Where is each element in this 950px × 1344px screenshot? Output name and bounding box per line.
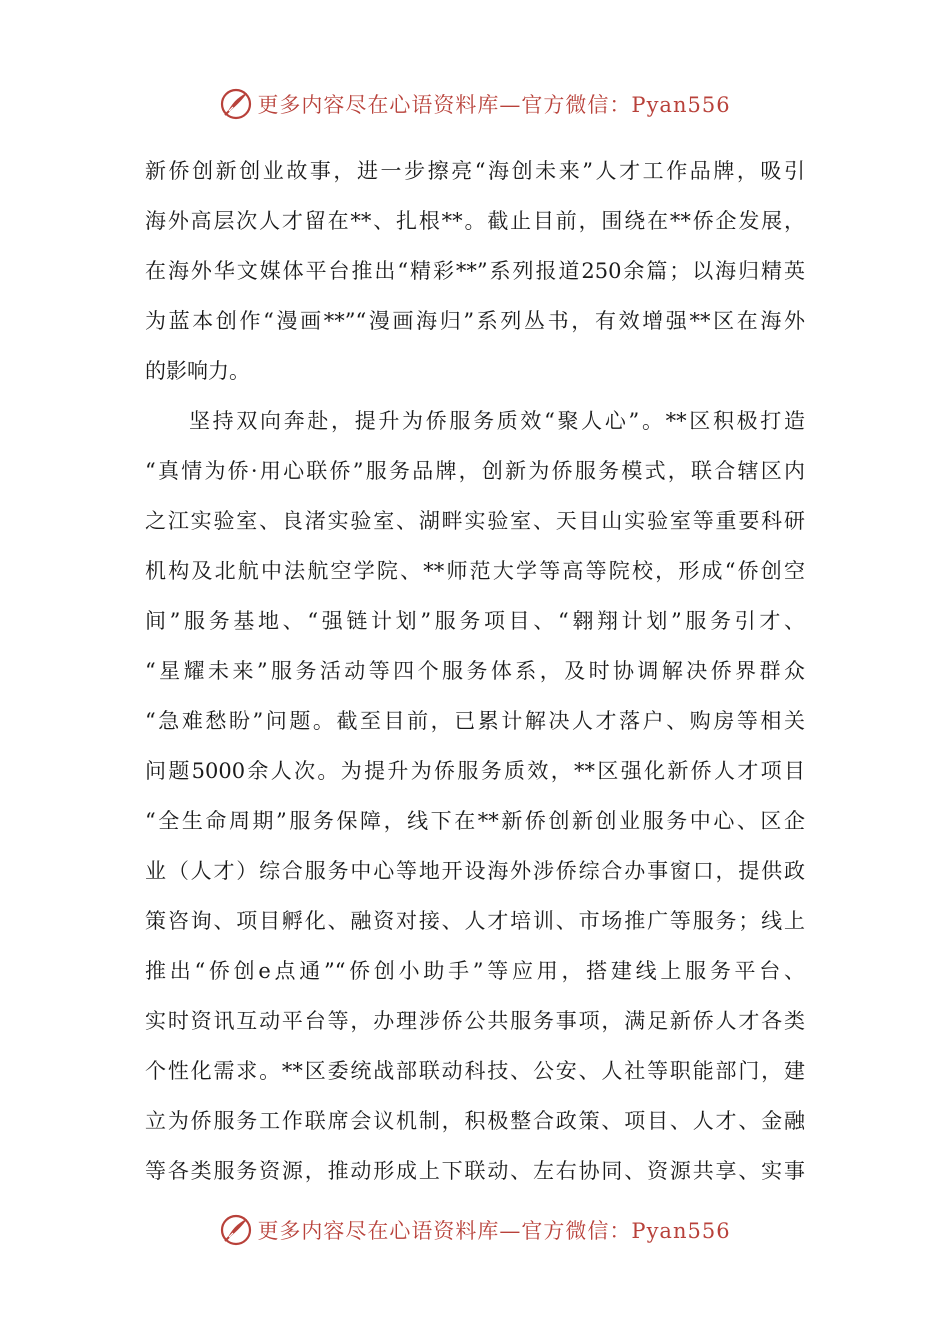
text-line: 业（人才）综合服务中心等地开设海外涉侨综合办事窗口，提供政 xyxy=(145,859,805,883)
quill-logo-icon xyxy=(219,1213,253,1247)
text-line: 推出“侨创e点通”“侨创小助手”等应用，搭建线上服务平台、 xyxy=(145,959,805,983)
text-line: 的影响力。 xyxy=(145,359,250,383)
text-line: 在海外华文媒体平台推出“精彩**”系列报道250余篇；以海归精英 xyxy=(145,259,805,283)
text-line: 立为侨服务工作联席会议机制，积极整合政策、项目、人才、金融 xyxy=(145,1109,805,1133)
document-body xyxy=(145,146,805,1196)
banner-text: 更多内容尽在心语资料库—官方微信：Pyan556 xyxy=(257,1219,731,1243)
text-line: 问题5000余人次。为提升为侨服务质效，**区强化新侨人才项目 xyxy=(145,759,805,783)
header-banner xyxy=(0,84,950,124)
banner-text: 更多内容尽在心语资料库—官方微信：Pyan556 xyxy=(257,93,731,117)
text-line: 个性化需求。**区委统战部联动科技、公安、人社等职能部门，建 xyxy=(145,1059,805,1083)
text-line: “急难愁盼”问题。截至目前，已累计解决人才落户、购房等相关 xyxy=(145,709,805,733)
text-line: 为蓝本创作“漫画**”“漫画海归”系列丛书，有效增强**区在海外 xyxy=(145,309,805,333)
text-line: 之江实验室、良渚实验室、湖畔实验室、天目山实验室等重要科研 xyxy=(145,509,805,533)
text-line: “真情为侨·用心联侨”服务品牌，创新为侨服务模式，联合辖区内 xyxy=(145,459,805,483)
text-line: 策咨询、项目孵化、融资对接、人才培训、市场推广等服务；线上 xyxy=(145,909,805,933)
text-line: 机构及北航中法航空学院、**师范大学等高等院校，形成“侨创空 xyxy=(145,559,805,583)
text-line: 海外高层次人才留在**、扎根**。截止目前，围绕在**侨企发展， xyxy=(145,209,805,233)
text-line: 间”服务基地、“强链计划”服务项目、“翱翔计划”服务引才、 xyxy=(145,609,805,633)
text-line: “星耀未来”服务活动等四个服务体系，及时协调解决侨界群众 xyxy=(145,659,805,683)
text-line: 坚持双向奔赴，提升为侨服务质效“聚人心”。**区积极打造 xyxy=(189,409,805,433)
quill-logo-icon xyxy=(219,87,253,121)
text-line: 等各类服务资源，推动形成上下联动、左右协同、资源共享、实事 xyxy=(145,1159,805,1183)
text-line: 新侨创新创业故事，进一步擦亮“海创未来”人才工作品牌，吸引 xyxy=(145,159,805,183)
footer-banner xyxy=(0,1210,950,1250)
text-line: 实时资讯互动平台等，办理涉侨公共服务事项，满足新侨人才各类 xyxy=(145,1009,805,1033)
text-line: “全生命周期”服务保障，线下在**新侨创新创业服务中心、区企 xyxy=(145,809,805,833)
